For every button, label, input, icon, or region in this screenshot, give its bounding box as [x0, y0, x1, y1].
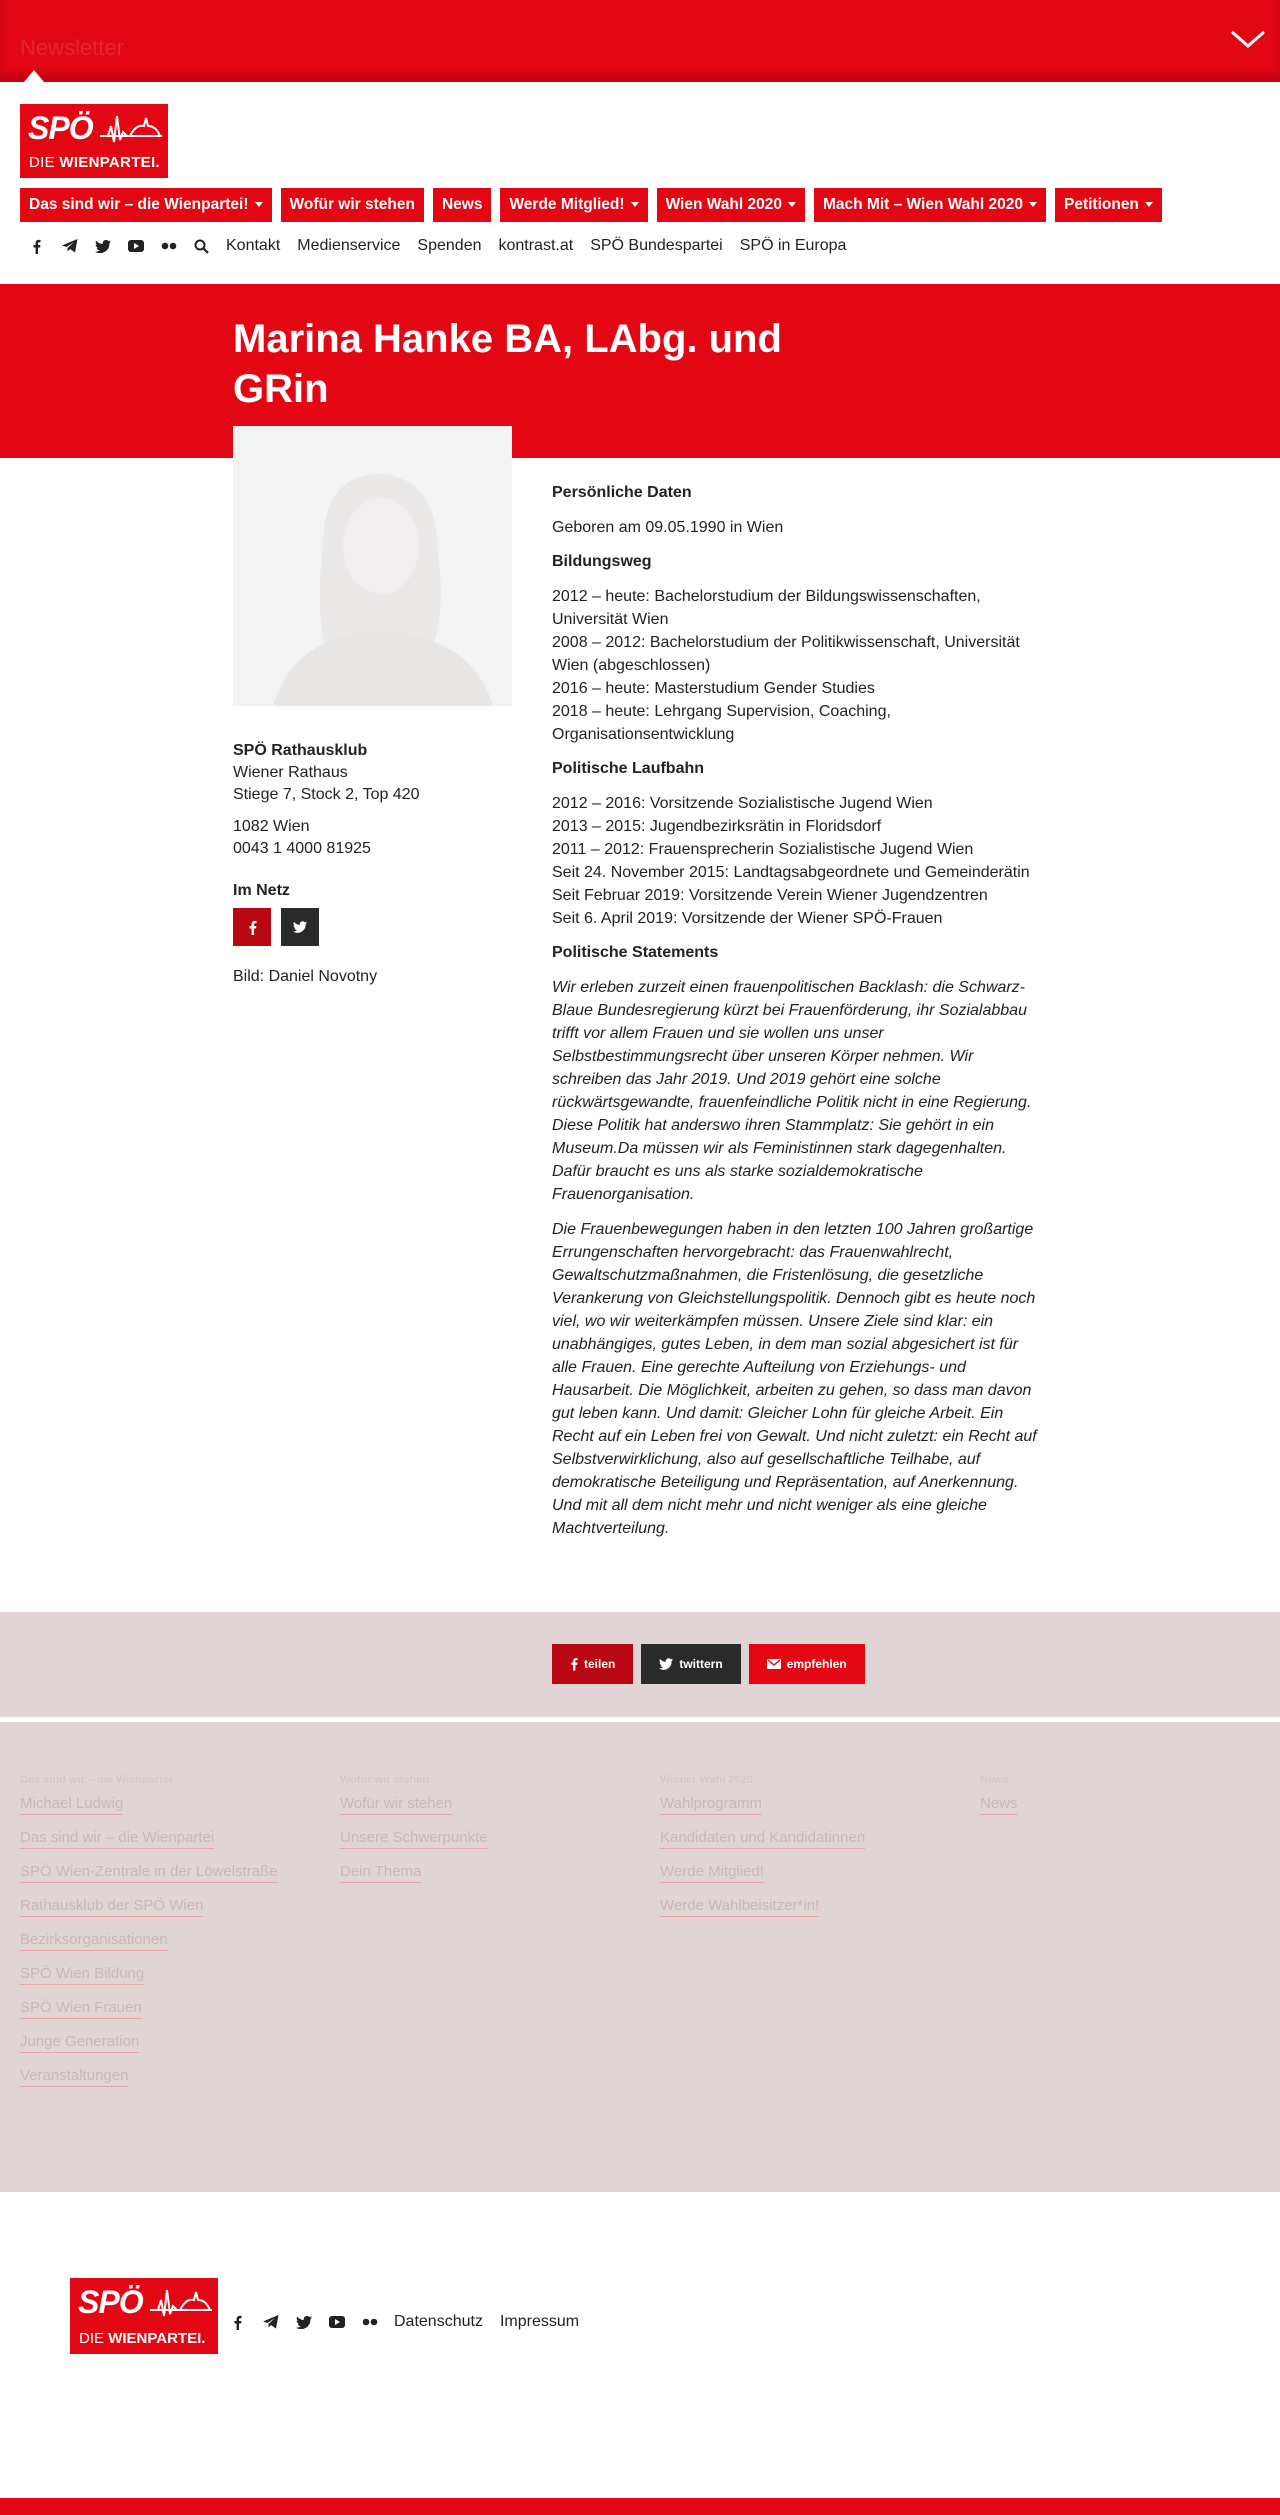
envelope-icon: [767, 1659, 781, 1669]
list-item: 2012 – 2016: Vorsitzende Sozialistische Jugend Wien: [552, 795, 933, 812]
link-impressum[interactable]: Impressum: [499, 2313, 580, 2330]
statements-title: Politische Statements: [552, 944, 719, 961]
logo-brand: SPÖ: [28, 110, 93, 146]
office-line: Stiege 7, Stock 2, Top 420: [233, 786, 420, 803]
list-item: 2008 – 2012: Bachelorstudium der Politikwissenschaft, Universität Wien (abgeschlossen): [552, 634, 1020, 674]
contact-panel: [233, 740, 513, 988]
link-kontrast[interactable]: kontrast.at: [498, 237, 574, 254]
career-title: Politische Laufbahn: [552, 760, 705, 777]
nav-mach-mit[interactable]: Mach Mit – Wien Wahl 2020: [814, 188, 1046, 222]
spoe-logo[interactable]: [20, 104, 168, 178]
footer-col: [340, 1774, 488, 1897]
telegram-icon[interactable]: [262, 2314, 279, 2331]
list-item: 2018 – heute: Lehrgang Supervision, Coaching, Organisationsentwicklung: [552, 703, 891, 743]
footer-link[interactable]: SPÖ Wien Bildung: [20, 1965, 144, 1985]
education-title: Bildungsweg: [552, 553, 652, 570]
list-item: 2013 – 2015: Jugendbezirksrätin in Floridsdorf: [552, 818, 882, 835]
link-spenden[interactable]: Spenden: [417, 237, 482, 254]
twitter-icon: [659, 1658, 673, 1670]
footer-link[interactable]: Unsere Schwerpunkte: [340, 1829, 488, 1849]
logo-tagline: DIE WIENPARTEI.: [29, 154, 160, 171]
personal-text: Geboren am 09.05.1990 in Wien: [552, 519, 784, 536]
share-twitter-button[interactable]: twittern: [641, 1644, 740, 1684]
skyline-icon: [100, 112, 162, 150]
twitter-icon[interactable]: [94, 238, 111, 255]
footer-col-head: News: [980, 1774, 1009, 1786]
footer-link[interactable]: SPÖ Wien Frauen: [20, 1999, 142, 2019]
profile-social-links: [233, 908, 513, 946]
statement-paragraph: Die Frauenbewegungen haben in den letzten 100 Jahren großartige Errungenschaften hervorgebracht: das Frauenwahlrecht, Gewaltschutzmaßnahmen, die Fristenlösung, die gesetzliche Verankerung von Gleichstellungspolitik. Dennoch gibt es heute noch viel, wo wir weiterkämpfen müssen. Unsere Ziele sind klar: ein unabhängiges, gutes Leben, in dem man sozial abgesichert ist für alle Frauen. Eine gerechte Aufteilung von Erziehungs- und Hausarbeit. Die Möglichkeit, arbeiten zu gehen, so dass man davon gut leben kann. Und damit: Gleicher Lohn für gleiche Arbeit. Ein Recht auf ein Leben frei von Gewalt. Und nicht zuletzt: ein Recht auf Selbstverwirklichung, also auf gesellschaftliche Teilhabe, auf demokratische Beteiligung und Repräsentation, auf Anerkennung. Und mit all dem nicht mehr und nicht weniger als eine gleiche Machtverteilung.: [552, 1221, 1037, 1537]
secondary-nav: [28, 236, 863, 256]
photo-credit: Bild: Daniel Novotny: [233, 968, 378, 985]
education-list: [552, 585, 1047, 746]
nav-wofuer-wir-stehen[interactable]: Wofür wir stehen: [281, 188, 424, 222]
newsletter-label: Newsletter: [20, 35, 124, 60]
share-facebook-button[interactable]: teilen: [552, 1644, 633, 1684]
youtube-icon[interactable]: [328, 2314, 345, 2331]
portrait-placeholder-icon: [233, 426, 512, 706]
link-medienservice[interactable]: Medienservice: [297, 237, 401, 254]
footer-col-head: Das sind wir – die Wienpartei: [20, 1774, 173, 1786]
list-item: 2012 – heute: Bachelorstudium der Bildungswissenschaften, Universität Wien: [552, 588, 981, 628]
bottom-footer: [0, 2192, 1280, 2498]
bottom-strip: [0, 2498, 1280, 2515]
footer-link[interactable]: Veranstaltungen: [20, 2067, 128, 2087]
telegram-icon[interactable]: [61, 238, 78, 255]
career-list: [552, 792, 1047, 930]
share-bar: [0, 1612, 1280, 1717]
search-icon[interactable]: [193, 238, 210, 255]
main-nav: [20, 188, 1162, 222]
footer-nav: [229, 2313, 596, 2331]
twitter-icon: [293, 921, 307, 933]
facebook-icon[interactable]: [229, 2314, 246, 2331]
net-title: Im Netz: [233, 882, 290, 899]
facebook-icon[interactable]: [28, 238, 45, 255]
youtube-icon[interactable]: [127, 238, 144, 255]
office-title: SPÖ Rathausklub: [233, 742, 368, 759]
nav-das-sind-wir[interactable]: Das sind wir – die Wienpartei!: [20, 188, 272, 222]
nav-werde-mitglied[interactable]: Werde Mitglied!: [500, 188, 647, 222]
contact-phone[interactable]: 0043 1 4000 81925: [233, 840, 371, 857]
bio-content: [552, 482, 1047, 1552]
footer-link[interactable]: Wofür wir stehen: [340, 1795, 452, 1815]
portrait-image: [233, 426, 512, 706]
footer-link[interactable]: Junge Generation: [20, 2033, 139, 2053]
footer-link[interactable]: Werde Wahlbeisitzer*in!: [660, 1897, 819, 1917]
link-spoe-bundespartei[interactable]: SPÖ Bundespartei: [590, 237, 723, 254]
footer-link[interactable]: Wahlprogramm: [660, 1795, 762, 1815]
footer-col: [980, 1774, 1018, 1829]
list-item: Seit 24. November 2015: Landtagsabgeordnete und Gemeinderätin: [552, 864, 1030, 881]
footer-link[interactable]: News: [980, 1795, 1018, 1815]
page-header: [0, 284, 1280, 458]
personal-title: Persönliche Daten: [552, 484, 692, 501]
footer-links: [0, 1720, 1280, 2192]
facebook-icon: [570, 1657, 578, 1671]
footer-link[interactable]: SPÖ Wien-Zentrale in der Löwelstraße: [20, 1863, 278, 1883]
list-item: Seit Februar 2019: Vorsitzende Verein Wiener Jugendzentren: [552, 887, 988, 904]
caret-down-icon: [1029, 202, 1037, 207]
newsletter-bar[interactable]: [0, 0, 1280, 82]
flickr-icon[interactable]: [160, 238, 177, 255]
footer-link[interactable]: Dein Thema: [340, 1863, 421, 1883]
profile-twitter-button[interactable]: [281, 908, 319, 946]
footer-link[interactable]: Kandidaten und Kandidatinnen: [660, 1829, 865, 1849]
flickr-icon[interactable]: [361, 2314, 378, 2331]
footer-link[interactable]: Bezirksorganisationen: [20, 1931, 168, 1951]
nav-wien-wahl-2020[interactable]: Wien Wahl 2020: [657, 188, 805, 222]
caret-down-icon: [631, 202, 639, 207]
list-item: 2011 – 2012: Frauensprecherin Sozialistische Jugend Wien: [552, 841, 974, 858]
chevron-down-icon[interactable]: [1228, 24, 1268, 54]
nav-news[interactable]: News: [433, 188, 492, 222]
share-email-button[interactable]: empfehlen: [749, 1644, 865, 1684]
link-kontakt[interactable]: Kontakt: [226, 237, 281, 254]
footer-link[interactable]: Michael Ludwig: [20, 1795, 123, 1815]
footer-col-head: Wofür wir stehen: [340, 1774, 430, 1786]
link-spoe-in-europa[interactable]: SPÖ in Europa: [739, 237, 847, 254]
twitter-icon[interactable]: [295, 2314, 312, 2331]
caret-down-icon: [1145, 202, 1153, 207]
footer-link[interactable]: Werde Mitglied!: [660, 1863, 764, 1883]
footer-link[interactable]: Das sind wir – die Wienpartei: [20, 1829, 214, 1849]
facebook-icon: [248, 920, 257, 935]
footer-col: [20, 1774, 278, 2101]
caret-down-icon: [255, 202, 263, 207]
newsletter-pointer: [24, 70, 44, 82]
link-datenschutz[interactable]: Datenschutz: [394, 2313, 483, 2330]
list-item: Seit 6. April 2019: Vorsitzende der Wiener SPÖ-Frauen: [552, 910, 943, 927]
caret-down-icon: [788, 202, 796, 207]
statement-paragraph: Wir erleben zurzeit einen frauenpolitischen Backlash: die Schwarz-Blaue Bundesregierung kürzt bei Frauenförderung, ihr Sozialabbau trifft vor allem Frauen und sie wollen uns unser Selbstbestimmungsrecht über unseren Körper nehmen. Wir schreiben das Jahr 2019. Und 2019 gehört eine solche rückwärtsgewandte, frauenfeindliche Politik nicht in eine Regierung. Diese Politik hat anderswo ihren Stammplatz: Sie gehört in ein Museum.Da müssen wir als Feministinnen stark dagegenhalten. Dafür braucht es uns als starke sozialdemokratische Frauenorganisation.: [552, 979, 1032, 1203]
footer-link[interactable]: Rathausklub der SPÖ Wien: [20, 1897, 203, 1917]
profile-facebook-button[interactable]: [233, 908, 271, 946]
office-line: Wiener Rathaus: [233, 764, 348, 781]
footer-col: [660, 1774, 865, 1931]
nav-petitionen[interactable]: Petitionen: [1055, 188, 1162, 222]
footer-col-head: Wiener Wahl 2020: [660, 1774, 754, 1786]
list-item: 2016 – heute: Masterstudium Gender Studies: [552, 680, 875, 697]
contact-line: 1082 Wien: [233, 818, 310, 835]
page-title: Marina Hanke BA, LAbg. und GRin: [233, 317, 782, 411]
footer-logo[interactable]: SPÖ DIE WIENPARTEI.: [70, 2278, 218, 2354]
skyline-icon: [150, 2286, 212, 2324]
